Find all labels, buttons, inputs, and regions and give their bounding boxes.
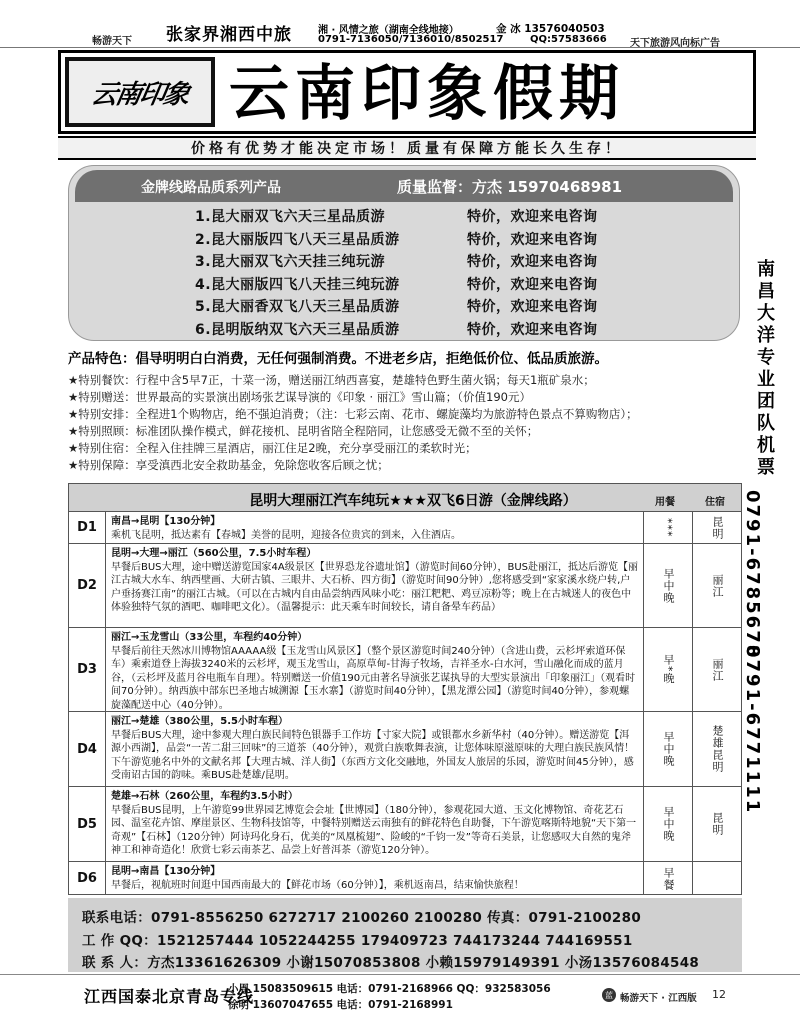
product-name: 1.昆大丽双飞六天三星品质游: [195, 209, 386, 225]
day-meal: [643, 862, 693, 895]
top-agency-name: 张家界湘西中旅: [166, 25, 292, 45]
logo-text: 云南印象: [88, 79, 191, 110]
top-left-tag: 畅游天下: [92, 36, 132, 47]
day-body: [111, 547, 639, 615]
day-meal: [643, 544, 693, 627]
day-meal: [643, 628, 693, 711]
contact-qq: 工 作 QQ：1521257444 1052244255 179409723 744173244 744169551: [82, 933, 633, 949]
hotel-text: 丽江: [711, 573, 724, 598]
day-hotel: [693, 628, 741, 711]
feature-row: ★特别赠送：世界最高的实景演出剧场张艺谋导演的《印象 · 丽江》雪山篇；（价值190元）: [68, 390, 531, 404]
list-item: [195, 229, 695, 252]
side-phones: [736, 490, 796, 815]
banner: [58, 50, 756, 134]
table-row: [69, 787, 741, 862]
day-hotel: [693, 544, 741, 627]
day-desc: 早餐后前往天然冰川博物馆AAAAA级【玉龙雪山风景区】（整个景区游览时间240分钟）（含进山费，云杉坪索道环保车）乘索道登上海拔3240米的云杉坪，观玉龙雪山，高原草甸-甘海子牧场，吉祥圣水-白水河，雪山融化而成的蓝月谷，（云杉坪及蓝月谷电瓶车自理）。特别赠送一价值190元由著名导演张艺谋执导的大型实景演出「印象丽江」（观看时间70分钟）。纳西族中部东巴圣地古城溯源【玉水寨】（游览时间40分钟），【黑龙潭公园】（游览时间40分钟），参观螺旋藻配送中心（40分钟）。: [111, 645, 636, 711]
day-desc: 早餐后，视航班时间逛中国西南最大的【鲜花市场（60分钟）】，乘机返南昌，结束愉快旅程！: [111, 879, 524, 891]
list-item: [195, 296, 695, 319]
table-row: [69, 628, 741, 712]
product-name: 6.昆明版纳双飞六天三星品质游: [195, 321, 400, 338]
bottom-line-name: 江西国泰北京青岛专线: [84, 987, 255, 1006]
product-offer: 特价，欢迎来电咨询: [467, 321, 598, 338]
bottom-brand: 畅游天下 · 江西版: [620, 993, 697, 1004]
day-meal: [643, 787, 693, 861]
contact-phones: 联系电话：0791-8556250 6272717 2100260 2100280 传真：0791-2100280: [82, 910, 642, 926]
side-phone-2: 0791-6771111: [742, 645, 763, 815]
product-offer: 特价，欢迎来电咨询: [467, 276, 598, 293]
bottom-contact-2: 徐明 13607047655 电话：0791-2168991: [228, 999, 453, 1011]
day-body: [111, 631, 639, 713]
day-meal: [643, 712, 693, 786]
feature-row: ★特别住宿：全程入住挂牌三星酒店，丽江住足2晚，充分享受丽江的柔软时光；: [68, 441, 477, 455]
table-row: [69, 712, 741, 787]
side-agency-text: 南昌大洋专业团队机票: [754, 259, 775, 479]
table-row: [69, 862, 741, 895]
feature-row: ★特别安排：全程进1个购物店，绝不强迫消费；（注：七彩云南、花市、螺旋藻均为旅游特色景点不算购物店）；: [68, 407, 638, 421]
day-route: 昆明→大理→丽江（560公里，7.5小时车程）: [111, 548, 317, 559]
product-name: 2.昆大丽版四飞八天三星品质游: [195, 231, 400, 248]
table-row: [69, 544, 741, 628]
product-list: [195, 206, 695, 341]
day-hotel: [693, 712, 741, 786]
day-hotel: [693, 862, 741, 895]
meal-text: 早中晚: [662, 806, 675, 842]
day-body: [111, 790, 639, 858]
top-strip: [0, 0, 800, 48]
day-label: D3: [69, 628, 106, 711]
day-label: D5: [69, 787, 106, 861]
top-right-tag: 天下旅游风向标广告: [630, 38, 720, 49]
side-agency-vertical: [744, 244, 784, 494]
top-phones: 0791-7136050/7136010/8502517: [318, 34, 504, 45]
list-item: [195, 206, 695, 229]
product-name: 4.昆大丽版四飞八天挂三纯玩游: [195, 276, 400, 293]
day-route: 丽江→楚雄（380公里，5.5小时车程）: [111, 716, 288, 727]
list-item: [195, 274, 695, 297]
meal-text: ***: [661, 517, 675, 538]
banner-title: 云南印象假期: [229, 59, 625, 129]
meal-text: 早中晚: [662, 567, 675, 604]
product-offer: 特价，欢迎来电咨询: [467, 231, 598, 248]
day-label: D1: [69, 512, 106, 543]
day-route: 楚雄→石林（260公里，车程约3.5小时）: [111, 791, 298, 802]
brand-icon: 蓝: [602, 988, 616, 1002]
top-tagline: 湘 · 风情之旅（湖南全线地接）: [318, 25, 459, 36]
hotel-text: 昆明: [711, 812, 724, 836]
top-contact: 金 冰 13576040503: [496, 23, 605, 35]
bottom-strip: [0, 974, 800, 1023]
list-item: [195, 319, 695, 342]
day-desc: 早餐后BUS昆明，上午游览99世界园艺博览会会址【世博园】（180分钟），参观花园大道、玉文化博物馆、奇花艺石园、温室花卉馆、摩崖景区、生物科技馆等，中餐特别赠送云南独有的鲜花特色自助餐，下午游览喀斯特地貌“天下第一奇观”【石林】（120分钟）阿诗玛化身石，优美的“凤凰梳翅”、险峻的“千钧一发”等奇石美景，让您感叹大自然的鬼斧神工和神奇造化！欣赏七彩云南茶艺、品尝上好普洱茶（游览120分钟）。: [111, 804, 637, 857]
product-name: 5.昆大丽香双飞八天三星品质游: [195, 299, 400, 315]
feature-row: ★特别餐饮：行程中含5早7正，十菜一汤，赠送丽江纳西喜宴，楚雄特色野生菌火锅；每天1瓶矿泉水；: [68, 373, 595, 387]
features-main: 产品特色：倡导明明白白消费，无任何强制消费。不进老乡店，拒绝低价位、低品质旅游。: [68, 351, 608, 367]
features: [68, 347, 738, 474]
list-item: [195, 251, 695, 274]
hotel-text: 丽江: [711, 657, 724, 682]
day-route: 昆明→南昌【130分钟】: [111, 866, 221, 877]
products-header: [75, 170, 733, 202]
day-body: [111, 715, 639, 783]
product-offer: 特价，欢迎来电咨询: [467, 299, 598, 315]
itinerary-header: [69, 484, 741, 512]
slogan-bar: 价格有优势才能决定市场！质量有保障方能长久生存！: [58, 136, 756, 160]
page-number: 12: [712, 988, 726, 1001]
top-qq: QQ:57583666: [530, 34, 607, 45]
hotel-header: 住宿: [705, 497, 725, 508]
day-hotel: [693, 512, 741, 543]
meal-text: 早*晚: [662, 654, 675, 685]
day-label: D4: [69, 712, 106, 786]
products-box: [68, 165, 740, 341]
contact-people: 联 系 人：方杰13361626309 小谢15070853808 小赖15979149391 小汤13576084548: [82, 955, 700, 971]
day-label: D6: [69, 862, 106, 895]
logo: [65, 57, 215, 127]
itinerary-title: 昆明大理丽江汽车纯玩★★★双飞6日游（金牌线路）: [249, 493, 577, 509]
product-name: 3.昆大丽双飞六天挂三纯玩游: [195, 254, 386, 270]
contact-box: [68, 898, 742, 972]
day-label: D2: [69, 544, 106, 627]
table-row: [69, 512, 741, 544]
itinerary-table: [68, 483, 742, 895]
day-desc: 乘机飞昆明，抵达素有【春城】美誉的昆明，迎接各位贵宾的到来，入住酒店。: [111, 529, 461, 541]
meal-header: 用餐: [655, 497, 675, 508]
day-route: 南昌→昆明【130分钟】: [111, 516, 221, 527]
day-desc: 早餐后BUS大理，途中赠送游览国家4A级景区【世界恐龙谷遗址馆】（游览时间60分钟），BUS赴丽江，抵达后游览【丽江古城大水车、纳西壁画、大研古镇、三眼井、大石桥、四方街】（游览时间90分钟）,您将感受到“家家溪水绕户转,户户垂扬赛江南”的丽江古城。（可以在古城内自由品尝纳西风味小吃：丽江粑粑、鸡豆凉粉等；晚上在古城迷人的夜色中体验独特气氛的酒吧、咖啡吧文化）。（温馨提示：此天乘车时间较长，请自备晕车药品）: [111, 561, 638, 614]
day-meal: [643, 512, 693, 543]
feature-row: ★特别保障：享受滇西北安全救助基金，免除您收客后顾之忧；: [68, 458, 389, 472]
meal-text: 早中晚: [662, 731, 675, 767]
product-offer: 特价，欢迎来电咨询: [467, 209, 598, 225]
meal-text: 早餐: [662, 866, 675, 891]
day-route: 丽江→玉龙雪山（33公里，车程约40分钟）: [111, 632, 308, 643]
feature-row: ★特别照顾：标准团队操作模式，鲜花接机、昆明省陪全程陪同，让您感受无微不至的关怀；: [68, 424, 539, 438]
hotel-text: 楚雄昆明: [711, 725, 724, 773]
day-body: [111, 865, 639, 892]
day-body: [111, 515, 639, 542]
products-series-label: 金牌线路品质系列产品: [141, 180, 281, 196]
day-desc: 早餐后BUS大理，途中参观大理白族民间特色银器手工作坊【寸家大院】或银都水乡新华村（40分钟）。赠送游览【洱源小西湖】，品尝“一苦二甜三回味”的三道茶（40分钟），观赏白族歌舞表演，让您体味原滋原味的大理白族民族风情！下午游览驰名中外的文献名邦【大理古城、洋人街】（东西方文化交融地，外国友人旅居的乐园，游览时间45分钟），感受南诏古国的韵味。乘BUS赴楚雄/昆明。: [111, 729, 635, 782]
bottom-contact-1: 小周 15083509615 电话：0791-2168966 QQ：932583056: [228, 983, 551, 995]
products-supervisor: 质量监督：方杰 15970468981: [397, 178, 623, 196]
hotel-text: 昆明: [711, 515, 724, 540]
day-hotel: [693, 787, 741, 861]
product-offer: 特价，欢迎来电咨询: [467, 254, 598, 270]
side-phone-1: 0791-6785678: [742, 490, 763, 660]
